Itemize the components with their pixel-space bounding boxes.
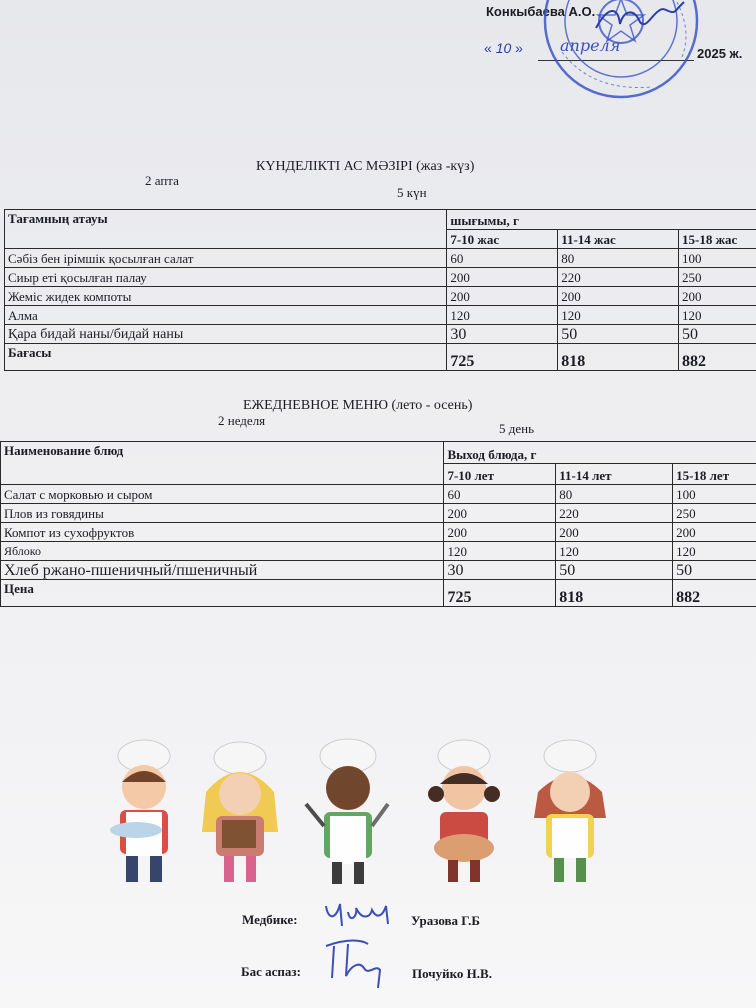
total-value: 725 bbox=[444, 580, 556, 607]
cell-value: 100 bbox=[679, 249, 756, 268]
date-close-quote: » bbox=[515, 40, 523, 56]
date-month: апреля bbox=[560, 36, 621, 55]
cell-value: 200 bbox=[444, 504, 556, 523]
total-row bbox=[5, 344, 756, 371]
ru-age-col: 15-18 лет bbox=[673, 463, 756, 485]
total-label: Цена bbox=[1, 580, 444, 607]
cell-value: 200 bbox=[444, 523, 556, 542]
cell-value: 50 bbox=[679, 325, 756, 344]
nurse-label: Медбике: bbox=[242, 912, 298, 927]
nurse-signature-icon bbox=[322, 896, 412, 930]
approver-name: Конкыбаева А.О. bbox=[486, 4, 596, 19]
dish-name: Яблоко bbox=[1, 542, 444, 561]
cell-value: 200 bbox=[558, 287, 679, 306]
kids-chefs-illustration-icon bbox=[92, 732, 632, 892]
cell-value: 80 bbox=[558, 249, 679, 268]
total-value: 882 bbox=[673, 580, 756, 607]
cell-value: 250 bbox=[673, 504, 756, 523]
cell-value: 220 bbox=[558, 268, 679, 287]
approval-date bbox=[484, 40, 523, 56]
kz-week: 2 апта bbox=[145, 173, 179, 188]
cook-name: Почуйко Н.В. bbox=[412, 966, 492, 981]
table-row bbox=[1, 485, 756, 504]
cell-value: 100 bbox=[673, 485, 756, 504]
ru-age-col: 7-10 лет bbox=[444, 463, 556, 485]
total-value: 882 bbox=[679, 344, 756, 371]
ru-col-dish: Наименование блюд bbox=[1, 442, 444, 485]
cell-value: 50 bbox=[673, 561, 756, 580]
dish-name: Хлеб ржано-пшеничный/пшеничный bbox=[1, 561, 444, 580]
table-row bbox=[5, 306, 756, 325]
cell-value: 120 bbox=[556, 542, 673, 561]
dish-name: Қара бидай наны/бидай наны bbox=[5, 325, 447, 344]
cell-value: 200 bbox=[679, 287, 756, 306]
ru-week: 2 неделя bbox=[218, 413, 266, 428]
cell-value: 120 bbox=[558, 306, 679, 325]
cell-value: 50 bbox=[556, 561, 673, 580]
cook-label: Бас аспаз: bbox=[241, 964, 301, 979]
cell-value: 60 bbox=[447, 249, 558, 268]
chef-kid-4 bbox=[428, 740, 500, 882]
cell-value: 200 bbox=[447, 268, 558, 287]
dish-name: Алма bbox=[5, 306, 447, 325]
dish-name: Жеміс жидек компоты bbox=[5, 287, 447, 306]
total-value: 725 bbox=[447, 344, 558, 371]
nurse-name: Уразова Г.Б bbox=[411, 913, 480, 928]
cook-signature-icon bbox=[318, 934, 398, 990]
ru-menu-title: ЕЖЕДНЕВНОЕ МЕНЮ (лето - осень) bbox=[243, 398, 473, 413]
chef-kid-5 bbox=[534, 740, 606, 882]
total-value: 818 bbox=[558, 344, 679, 371]
cell-value: 200 bbox=[673, 523, 756, 542]
cell-value: 60 bbox=[444, 485, 556, 504]
date-open-quote: « bbox=[484, 40, 492, 56]
table-row bbox=[5, 268, 756, 287]
table-row bbox=[1, 561, 756, 580]
kz-day: 5 күн bbox=[397, 185, 427, 200]
cell-value: 120 bbox=[447, 306, 558, 325]
kz-age-col: 15-18 жас bbox=[679, 229, 756, 249]
dish-name: Салат с морковью и сыром bbox=[1, 485, 444, 504]
chef-kid-3 bbox=[306, 739, 388, 884]
cell-value: 30 bbox=[444, 561, 556, 580]
cell-value: 220 bbox=[556, 504, 673, 523]
kz-menu-table bbox=[4, 209, 756, 371]
cell-value: 80 bbox=[556, 485, 673, 504]
chef-kid-1 bbox=[110, 740, 170, 882]
ru-age-col: 11-14 лет bbox=[556, 463, 673, 485]
approver-signature-icon bbox=[590, 0, 690, 40]
ru-col-yield: Выход блюда, г bbox=[444, 442, 756, 464]
dish-name: Сиыр еті қосылған палау bbox=[5, 268, 447, 287]
cell-value: 250 bbox=[679, 268, 756, 287]
table-row bbox=[5, 325, 756, 344]
kz-menu-title: КҮНДЕЛІКТІ АС МӘЗІРІ (жаз -күз) bbox=[256, 159, 475, 174]
date-day: 10 bbox=[495, 40, 512, 56]
kz-age-col: 7-10 жас bbox=[447, 229, 558, 249]
cell-value: 200 bbox=[556, 523, 673, 542]
cell-value: 120 bbox=[673, 542, 756, 561]
total-label: Бағасы bbox=[5, 344, 447, 371]
kz-col-yield: шығымы, г bbox=[447, 210, 756, 230]
dish-name: Плов из говядины bbox=[1, 504, 444, 523]
date-year: 2025 ж. bbox=[697, 46, 743, 61]
cell-value: 200 bbox=[447, 287, 558, 306]
dish-name: Сәбіз бен ірімшік қосылған салат bbox=[5, 249, 447, 268]
kz-age-col: 11-14 жас bbox=[558, 229, 679, 249]
cell-value: 30 bbox=[447, 325, 558, 344]
total-value: 818 bbox=[556, 580, 673, 607]
ru-menu-table bbox=[0, 441, 756, 607]
table-row bbox=[5, 287, 756, 306]
ru-day: 5 день bbox=[499, 421, 535, 436]
table-row bbox=[1, 542, 756, 561]
table-row bbox=[1, 504, 756, 523]
kz-col-dish: Тағамның атауы bbox=[5, 210, 447, 249]
cell-value: 50 bbox=[558, 325, 679, 344]
dish-name: Компот из сухофруктов bbox=[1, 523, 444, 542]
chef-kid-2 bbox=[202, 742, 278, 882]
cell-value: 120 bbox=[444, 542, 556, 561]
table-row bbox=[1, 523, 756, 542]
cell-value: 120 bbox=[679, 306, 756, 325]
total-row bbox=[1, 580, 756, 607]
table-row bbox=[5, 249, 756, 268]
